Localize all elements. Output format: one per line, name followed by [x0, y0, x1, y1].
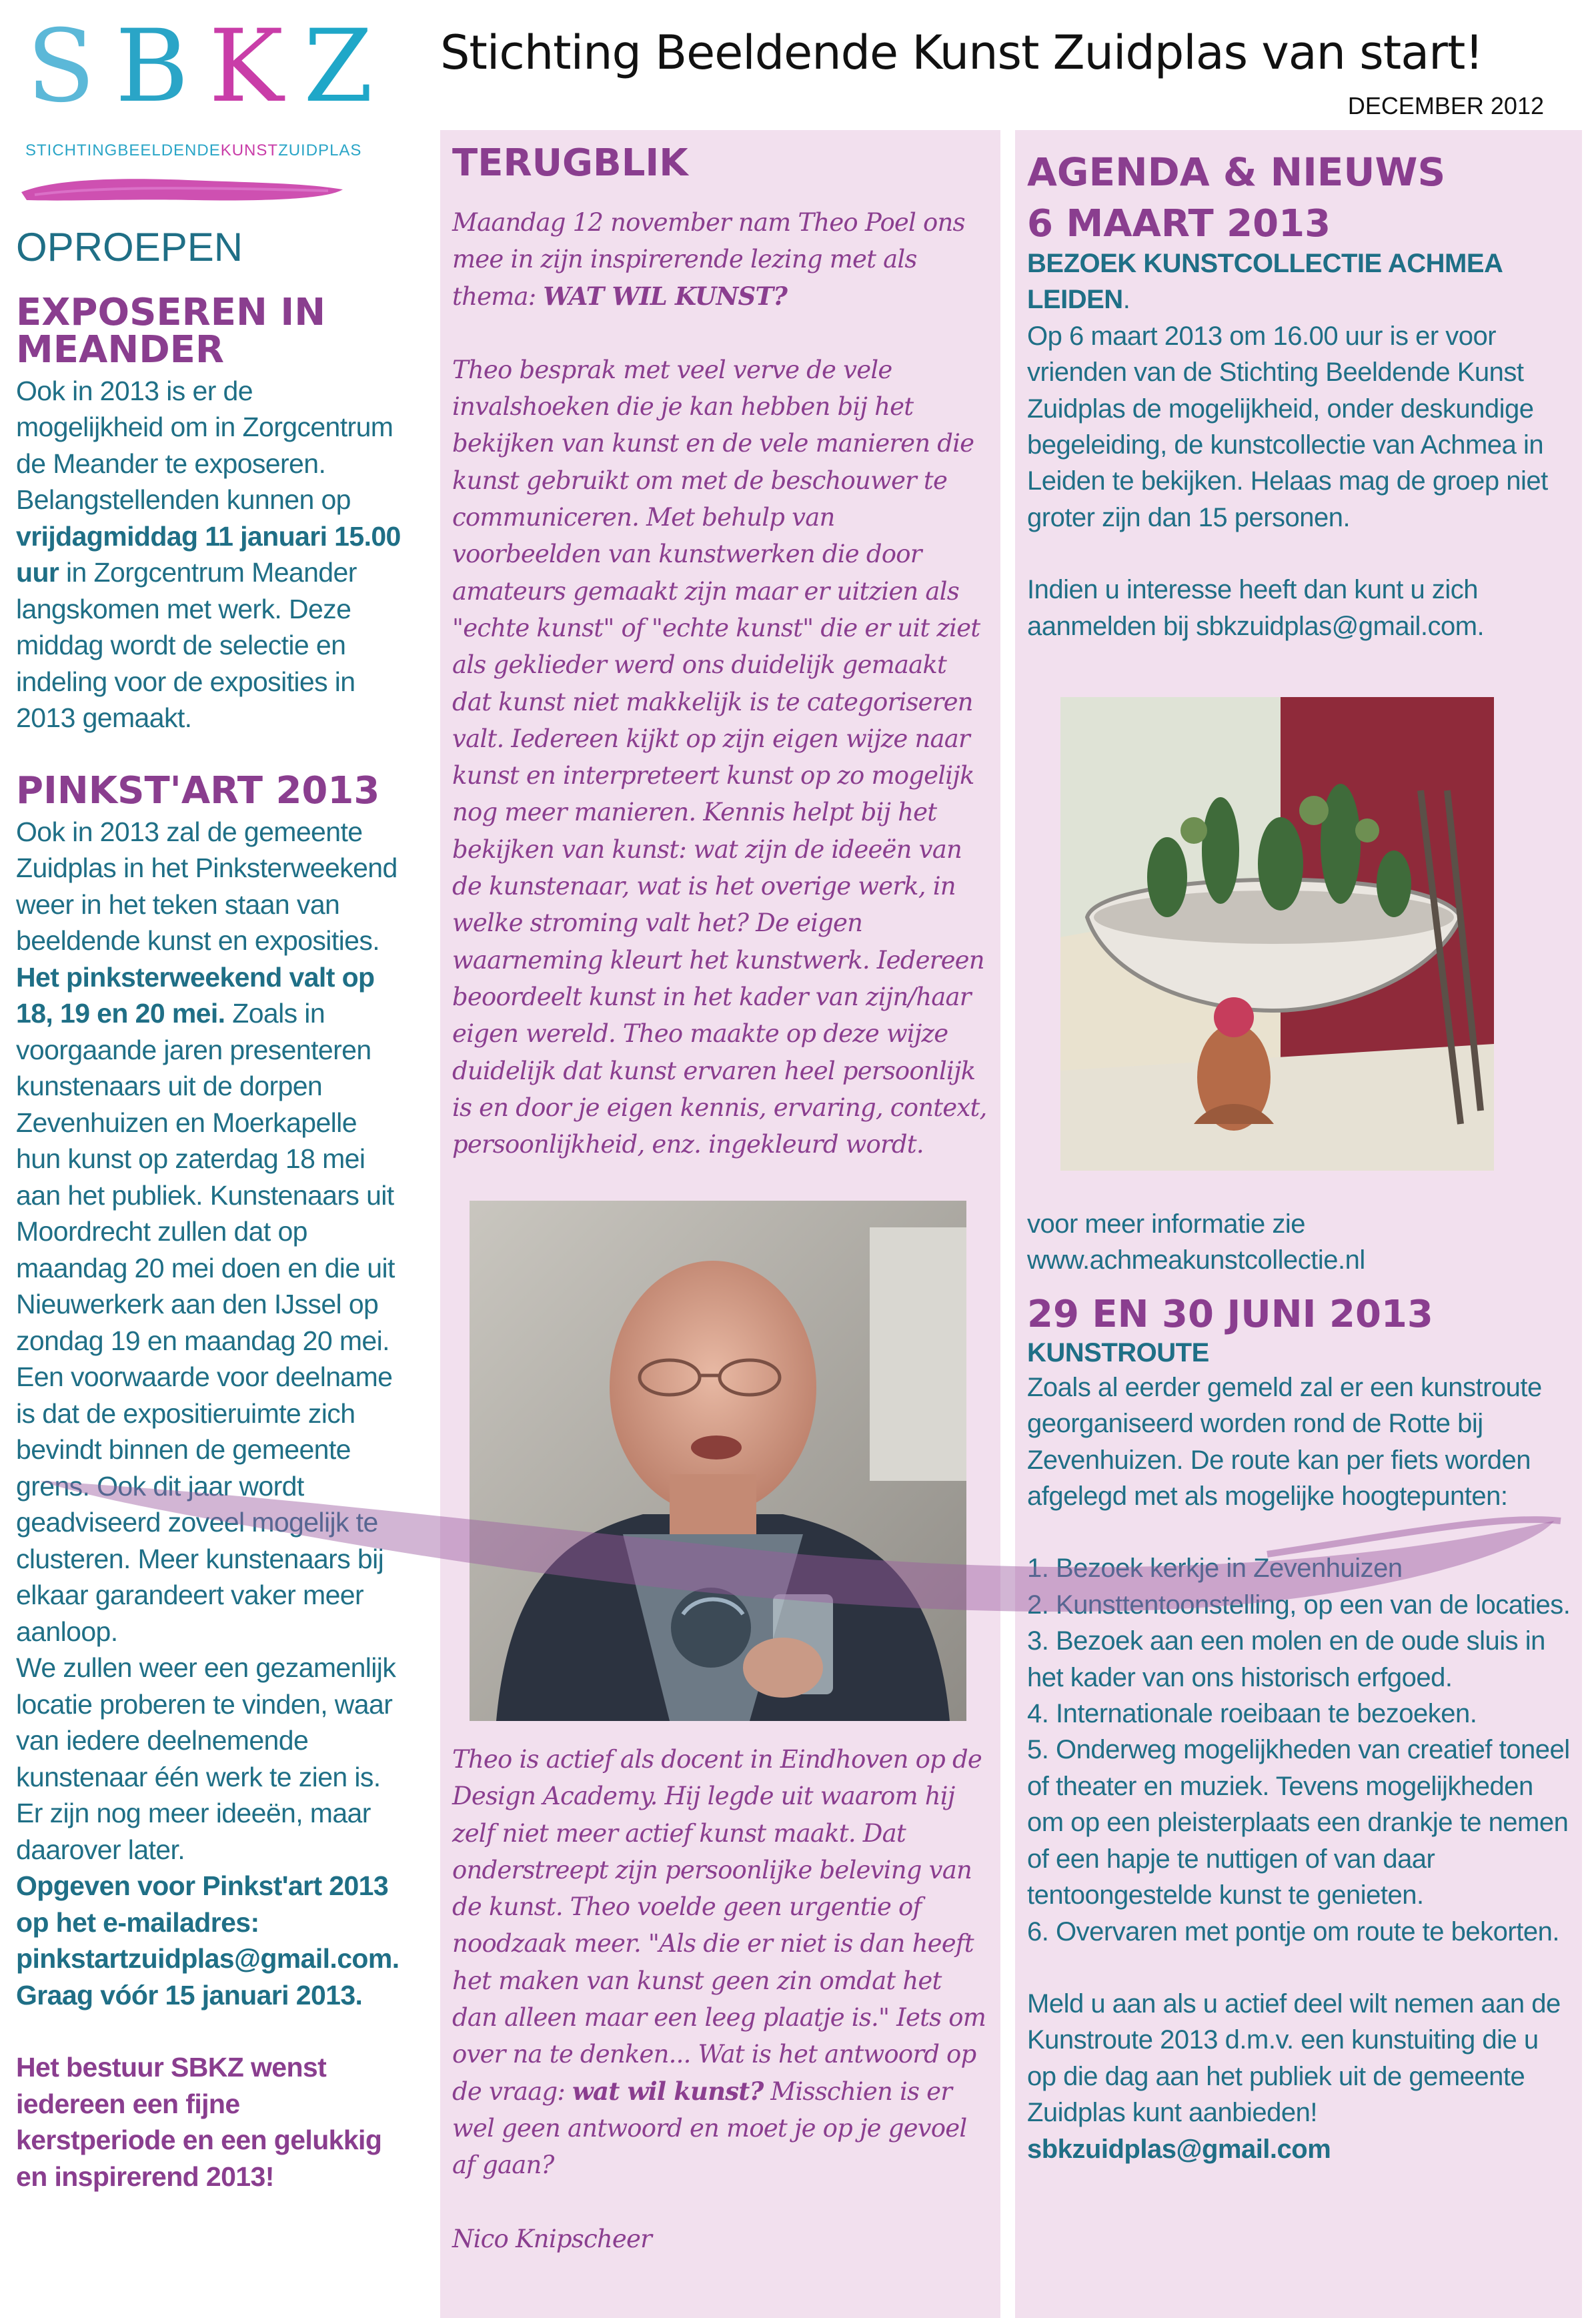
- sbkz-logo: SBKZ: [27, 9, 393, 125]
- terugblik-column: [452, 140, 988, 1163]
- oproepen-column: [16, 220, 403, 2195]
- newsletter-title: Stichting Beeldende Kunst Zuidplas van start!: [440, 25, 1483, 80]
- brush-stroke-decoration: [15, 175, 348, 204]
- agenda-continuation: [1027, 1206, 1574, 2167]
- terugblik-continuation: [452, 1741, 988, 2257]
- heading-pinkstart: PINKST'ART 2013: [16, 768, 380, 812]
- issue-date: DECEMBER 2012: [1347, 92, 1544, 119]
- registration-paragraph: Opgeven voor Pinkst'art 2013 op het e-mailadres: pinkstartzuidplas@gmail.com. Graag vóór 15 januari 2013.: [16, 1870, 400, 2010]
- event-date-juni: 29 EN 30 JUNI 2013: [1027, 1292, 1433, 1336]
- pinkstart-paragraph: Ook in 2013 zal de gemeente Zuidplas in het Pinksterweekend weer in het teken staan van beeldende kunst en exposities. Het pinksterweekend valt op 18, 19 en 20 mei. Zoals in voorgaande jaren presenteren kunstenaars uit de dorpen Zevenhuizen en Moerkapelle hun kunst op zaterdag 18 mei aan het publiek. Kunstenaars uit Moordrecht zullen dat op maandag 20 mei doen en die uit Nieuwerkerk aan den IJssel op zondag 19 en maandag 20 mei. Een voorwaarde voor deelname is dat de expositieruimte zich bevindt binnen de gemeente grens. Ook dit jaar wordt geadviseerd zoveel mogelijk te clusteren. Meer kunstenaars bij elkaar garandeert vaker meer aanloop.: [16, 816, 397, 1647]
- logo-tagline: STICHTINGBEELDENDEKUNSTZUIDPLAS: [25, 141, 362, 159]
- artwork-painting: [1060, 697, 1494, 1171]
- list-item: 4. Internationale roeibaan te bezoeken.: [1027, 1699, 1477, 1729]
- season-greeting: Het bestuur SBKZ wenst iedereen een fijne kerstperiode en een gelukkig en inspirerend 2013!: [16, 2052, 382, 2192]
- terugblik-intro: Maandag 12 november nam Theo Poel ons mee in zijn inspirerende lezing met als thema: WAT WIL KUNST?: [452, 208, 965, 311]
- kunstroute-intro: Zoals al eerder gemeld zal er een kunstroute georganiseerd worden rond de Rotte bij Zevenhuizen. De route kan per fiets worden afgelegd met als mogelijke hoogtepunten:: [1027, 1372, 1542, 1512]
- locatie-paragraph: We zullen weer een gezamenlijk locatie proberen te vinden, waar van iedere deelnemende kunstenaar één werk te zien is. Er zijn nog meer ideeën, maar daarover later.: [16, 1652, 396, 1865]
- contact-email: sbkzuidplas@gmail.com: [1027, 2134, 1331, 2164]
- meander-paragraph: Ook in 2013 is er de mogelijkheid om in Zorgcentrum de Meander te exposeren. Belangstellenden kunnen op vrijdagmiddag 11 januari 15.00 uur in Zorgcentrum Meander langskomen met werk. Deze middag wordt de selectie en indeling voor de exposities in 2013 gemaakt.: [16, 375, 401, 733]
- heading-terugblik: TERUGBLIK: [452, 141, 688, 185]
- kunstroute-signup: Meld u aan als u actief deel wilt nemen aan de Kunstroute 2013 d.m.v. een kunstuiting die u op die dag aan het publiek uit de gemeente Zuidplas kunt aanbieden!: [1027, 1988, 1561, 2128]
- theo-design-academy-paragraph: Theo is actief als docent in Eindhoven op de Design Academy. Hij legde uit waarom hij zelf niet meer actief kunst maakt. Dat onderstreept zijn persoonlijke beleving van de kunst. Theo voelde geen urgentie of noodzaak meer. "Als die er niet is dan heeft het maken van kunst geen zin omdat het dan alleen maar een leeg plaatje is." Iets om over na te denken... Wat is het antwoord op de vraag: wat wil kunst? Misschien is er wel geen antwoord en moet je op je gevoel af gaan?: [452, 1745, 986, 2180]
- list-item: 5. Onderweg mogelijkheden van creatief toneel of theater en muziek. Tevens mogelijkheden om op een pleisterplaats een drankje te nemen of een hapje te nuttigen of van daar tentoongestelde kunst te genieten.: [1027, 1735, 1570, 1910]
- agenda-column: [1027, 145, 1574, 644]
- achmea-paragraph: Op 6 maart 2013 om 16.00 uur is er voor vrienden van de Stichting Beeldende Kunst Zuidplas de mogelijkheid, onder deskundige begeleiding, de kunstcollectie van Achmea in Leiden te bekijken. Helaas mag de groep niet groter zijn dan 15 personen.: [1027, 321, 1548, 532]
- event-subtitle-kunstroute: KUNSTROUTE: [1027, 1337, 1209, 1367]
- author-signature: Nico Knipscheer: [452, 2224, 652, 2253]
- list-item: 2. Kunsttentoonstelling, op een van de locaties.: [1027, 1590, 1571, 1620]
- event-subtitle-achmea: BEZOEK KUNSTCOLLECTIE ACHMEA LEIDEN.: [1027, 249, 1502, 315]
- section-heading-oproepen: OPROEPEN: [16, 225, 243, 269]
- heading-exposeren-meander: EXPOSEREN IN MEANDER: [16, 290, 326, 372]
- heading-agenda-nieuws: AGENDA & NIEUWS: [1027, 149, 1446, 195]
- terugblik-body: Theo besprak met veel verve de vele invalshoeken die je kan hebben bij het bekijken van kunst en de vele manieren die kunst gebruikt om met de beschouwer te communiceren. Met behulp van voorbeelden van kunstwerken die door amateurs gemaakt zijn maar er uitzien als "echte kunst" of "echte kunst" die er uit ziet als geklieder werd ons duidelijk gemaakt dat kunst niet makkelijk is te categoriseren valt. Iedereen kijkt op zijn eigen wijze naar kunst en interpreteert kunst op zo mogelijk nog meer manieren. Kennis helpt bij het bekijken van kunst: wat zijn de ideeën van de kunstenaar, wat is het overige werk, in welke stroming valt het? De eigen waarneming kleurt het kunstwerk. Iedereen beoordeelt kunst in het kader van zijn/haar eigen wereld. Theo maakte op deze wijze duidelijk dat kunst ervaren heel persoonlijk is en door je eigen kennis, ervaring, context, persoonlijkheid, enz. ingekleurd wordt.: [452, 355, 987, 1159]
- event-date-6-maart: 6 MAART 2013: [1027, 202, 1331, 245]
- list-item: 1. Bezoek kerkje in Zevenhuizen: [1027, 1554, 1403, 1584]
- list-item: 6. Overvaren met pontje om route te bekorten.: [1027, 1916, 1559, 1946]
- achmea-signup: Indien u interesse heeft dan kunt u zich aanmelden bij sbkzuidplas@gmail.com.: [1027, 575, 1485, 641]
- speaker-photo: [470, 1201, 966, 1721]
- list-item: 3. Bezoek aan een molen en de oude sluis in het kader van ons historisch erfgoed.: [1027, 1626, 1545, 1692]
- achmea-more-info: voor meer informatie zie www.achmeakunstcollectie.nl: [1027, 1209, 1365, 1275]
